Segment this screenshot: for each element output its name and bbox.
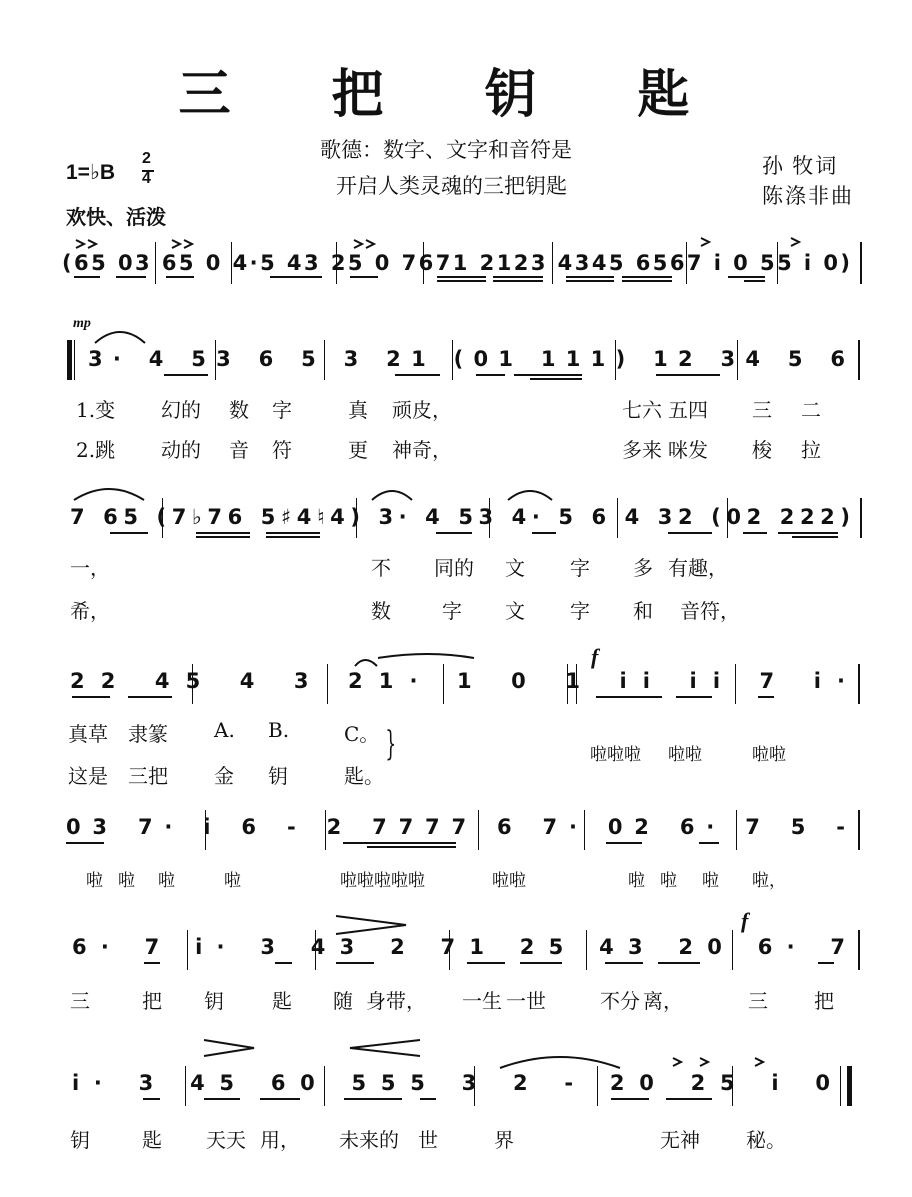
notation-row-7: i· 3 45 60 555 3 2 - 20 25 i 0 xyxy=(72,1071,831,1095)
lyric: B. xyxy=(268,718,290,742)
lyric: 未来的 xyxy=(339,1128,399,1152)
tempo-marking: 欢快、活泼 xyxy=(66,205,166,229)
lyric: C。 xyxy=(344,722,380,746)
dynamic-mp: mp xyxy=(73,316,91,331)
lyric: 啦啦 xyxy=(752,745,786,765)
lyric: 同的 xyxy=(434,556,474,580)
motto-line-2: 开启人类灵魂的三把钥匙 xyxy=(336,174,567,198)
lyric: 文 xyxy=(505,599,525,623)
lyric: 三 xyxy=(70,989,90,1013)
lyric: A. xyxy=(214,718,235,742)
page-title: 三 把 钥 匙 xyxy=(178,67,734,124)
lyric: 真 xyxy=(348,398,368,422)
lyric: 一， xyxy=(70,556,110,580)
lyric: 有趣， xyxy=(668,556,728,580)
lyric: 啦 xyxy=(224,871,241,891)
dynamic-forte-2: f xyxy=(741,908,749,933)
lyric: 天天 xyxy=(206,1128,246,1152)
lyric: 梭 xyxy=(752,438,772,462)
lyric: 咪发 xyxy=(668,438,708,462)
notation-row-6: 6· 7 i· 3 43 2 71 25 43 20 6· 7 xyxy=(72,935,846,959)
lyric: 离， xyxy=(643,989,683,1013)
lyric: 世 xyxy=(418,1128,438,1152)
time-signature-top: 2 xyxy=(142,150,151,167)
lyric: 二 xyxy=(801,398,821,422)
lyric: 三把 xyxy=(128,764,168,788)
lyric: 界 xyxy=(494,1128,514,1152)
notation-row-4: 22 45 4 3 21· 1 0 1 ii ii 7 i· xyxy=(70,669,845,693)
lyric: 拉 xyxy=(801,438,821,462)
lyric: 文 xyxy=(505,556,525,580)
lyric: 一生 xyxy=(462,989,502,1013)
lyric: 秘。 xyxy=(746,1128,786,1152)
lyric: 啦 xyxy=(118,871,135,891)
lyric: 字 xyxy=(272,398,292,422)
notation-row-1: (65 03 65 0 4·5 43 25 0 7671 2123 4345 6567 i 0 55 i 0) xyxy=(62,251,851,275)
lyric: 身带， xyxy=(366,989,426,1013)
key-signature: 1=♭B xyxy=(66,161,116,184)
lyric: 匙。 xyxy=(344,764,384,788)
lyric: 啦 xyxy=(158,871,175,891)
lyric: 2.跳 xyxy=(76,438,116,462)
lyric: 无神 xyxy=(660,1128,700,1152)
lyric: 啦 xyxy=(660,871,677,891)
lyric: 金 xyxy=(214,764,234,788)
lyric: 希， xyxy=(70,599,110,623)
lyric: 顽皮， xyxy=(392,398,452,422)
lyric: 五四 xyxy=(668,398,708,422)
lyric: 这是 xyxy=(68,764,108,788)
lyric: 把 xyxy=(142,989,162,1013)
lyric: 1.变 xyxy=(76,398,116,422)
lyric: 啦 xyxy=(86,871,103,891)
lyric: 神奇， xyxy=(392,438,452,462)
lyric: 钥 xyxy=(204,989,224,1013)
lyric: 匙 xyxy=(142,1128,162,1152)
lyric: 真草 xyxy=(68,722,108,746)
lyric: 啦啦啦 xyxy=(590,745,641,765)
lyric: 啦啦啦啦啦 xyxy=(340,871,425,891)
lyric: 音符， xyxy=(680,599,740,623)
lyric: 多 xyxy=(633,556,653,580)
lyric: 隶篆 xyxy=(128,722,168,746)
lyric: 把 xyxy=(814,989,834,1013)
lyric: 符 xyxy=(272,438,292,462)
lyric: 字 xyxy=(570,556,590,580)
lyric: 随 xyxy=(333,989,353,1013)
brace: } xyxy=(385,724,397,764)
lyric: 幻的 xyxy=(161,398,201,422)
lyric: 钥 xyxy=(70,1128,90,1152)
lyric: 和 xyxy=(633,599,653,623)
lyric: 啦啦 xyxy=(668,745,702,765)
lyric: 三 xyxy=(752,398,772,422)
composer-credit: 陈涤非曲 xyxy=(762,184,854,208)
lyric: 数 xyxy=(371,599,391,623)
note-glyphs xyxy=(62,251,850,1095)
notation-row-5: 03 7· i 6 - 2 7777 6 7· 02 6· 7 5 - xyxy=(66,815,845,839)
lyric: 音 xyxy=(229,438,249,462)
lyric: 匙 xyxy=(272,989,292,1013)
lyric: 一世 xyxy=(506,989,546,1013)
lyric: 更 xyxy=(348,438,368,462)
notation-row-3: 7 65 (7♭76 5♯4♮4) 3· 4 53 4· 5 6 4 32 (02 222) xyxy=(70,505,851,529)
lyric: 啦 xyxy=(702,871,719,891)
lyric: 多来 xyxy=(622,438,662,462)
lyricist-credit: 孙 牧词 xyxy=(762,154,839,178)
lyric: 三 xyxy=(748,989,768,1013)
lyric: 动的 xyxy=(161,438,201,462)
lyric: 字 xyxy=(442,599,462,623)
lyric: 数 xyxy=(229,398,249,422)
time-signature-bottom: 4 xyxy=(142,170,151,187)
lyric: 字 xyxy=(570,599,590,623)
lyric: 钥 xyxy=(268,764,288,788)
lyric: 啦 xyxy=(628,871,645,891)
lyric: 啦啦 xyxy=(492,871,526,891)
lyric: 啦， xyxy=(752,871,786,891)
lyric: 用， xyxy=(260,1128,300,1152)
lyric: 不 xyxy=(371,556,391,580)
lyric: 不分 xyxy=(600,989,640,1013)
notation-row-2: 3· 4 53 6 5 3 21 (01 111) 12 34 5 6 xyxy=(88,347,845,371)
lyric: 七六 xyxy=(622,398,662,422)
motto-line-1: 歌德：数字、文字和音符是 xyxy=(320,138,572,162)
dynamic-forte-1: f xyxy=(591,644,599,669)
